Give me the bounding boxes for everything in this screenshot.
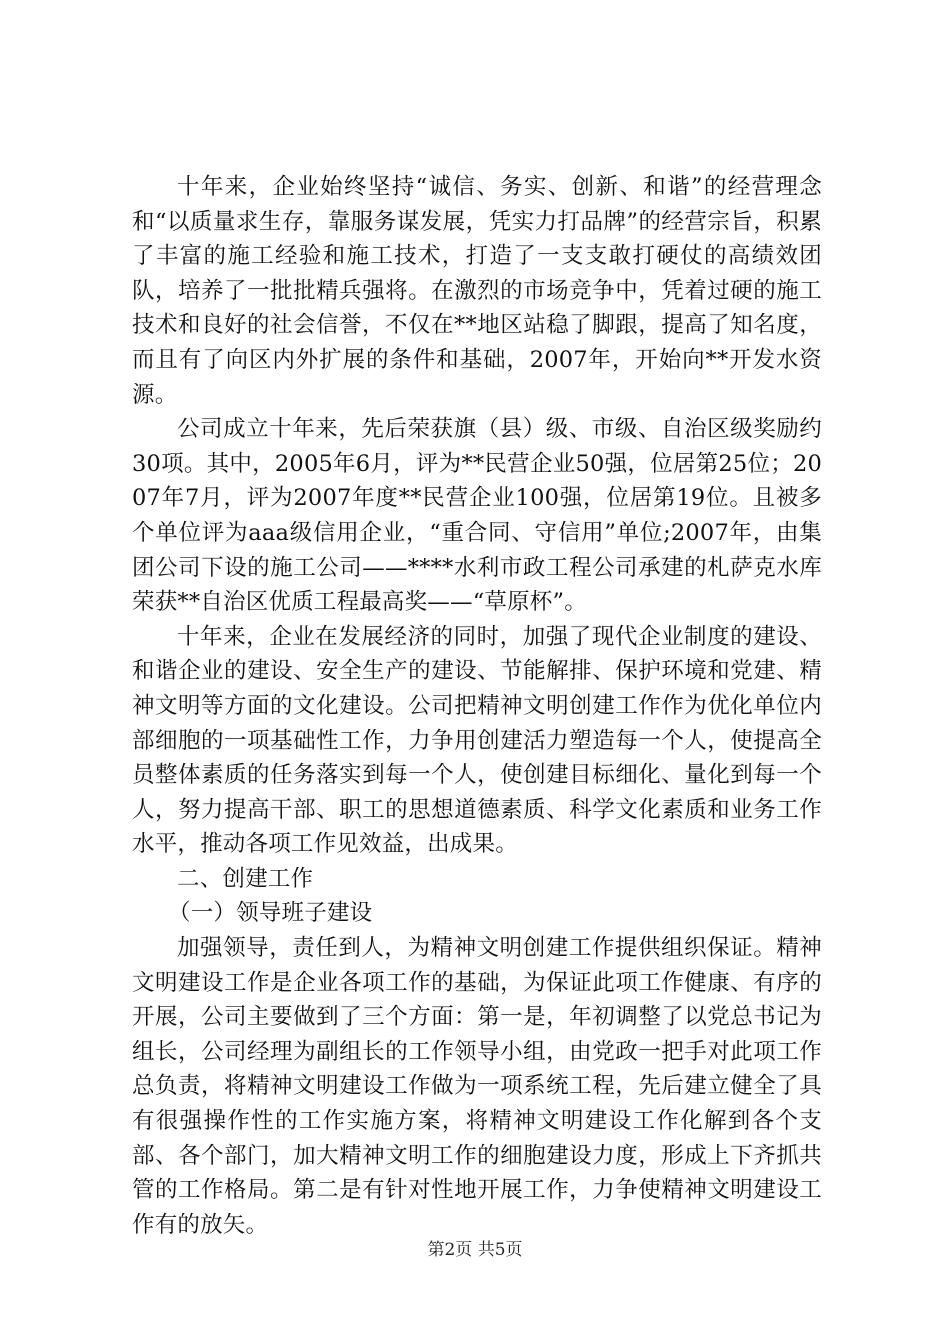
paragraph-leadership: 加强领导，责任到人，为精神文明创建工作提供组织保证。精神文明建设工作是企业各项工作的基础，为保证此项工作健康、有序的开展，公司主要做到了三个方面：第一是，年初调整了以党总书记为组长，公司经理为副组长的工作领导小组，由党政一把手对此项工作总负责，将精神文明建设工作做为一项系统工程，先后建立健全了具有很强操作性的工作实施方案，将精神文明建设工作化解到各个支部、各个部门，加大精神文明工作的细胞建设力度，形成上下齐抓共管的工作格局。第二是有针对性地开展工作，力争使精神文明建设工作有的放矢。 xyxy=(132,935,822,1238)
page-number-footer: 第2页 共5页 xyxy=(427,1240,523,1260)
paragraph-awards: 公司成立十年来，先后荣获旗（县）级、市级、自治区级奖励约30项。其中，2005年6月，评为**民营企业50强，位居第25位；2007年7月，评为2007年度**民营企业100强，位居第19位。且被多个单位评为aaa级信用企业，“重合同、守信用”单位;2007年，由集团公司下设的施工公司——****水利市政工程公司承建的札萨克水库荣获**自治区优质工程最高奖——“草原杯”。 xyxy=(132,416,822,616)
subsection-heading: （一）领导班子建设 xyxy=(168,900,373,927)
section-heading: 二、创建工作 xyxy=(177,865,314,892)
paragraph-culture-building: 十年来，企业在发展经济的同时，加强了现代企业制度的建设、和谐企业的建设、安全生产的建设、节能解排、保护环境和党建、精神文明等方面的文化建设。公司把精神文明创建工作作为优化单位内部细胞的一项基础性工作，力争用创建活力塑造每一个人，使提高全员整体素质的任务落实到每一个人，使创建目标细化、量化到每一个人，努力提高干部、职工的思想道德素质、科学文化素质和业务工作水平，推动各项工作见效益，出成果。 xyxy=(132,623,822,858)
document-body xyxy=(132,170,822,1242)
paragraph-enterprise-philosophy: 十年来，企业始终坚持“诚信、务实、创新、和谐”的经营理念和“以质量求生存，靠服务谋发展，凭实力打品牌”的经营宗旨，积累了丰富的施工经验和施工技术，打造了一支支敢打硬仗的高绩效团队，培养了一批批精兵强将。在激烈的市场竞争中，凭着过硬的施工技术和良好的社会信誉，不仅在**地区站稳了脚跟，提高了知名度，而且有了向区内外扩展的条件和基础，2007年，开始向**开发水资源。 xyxy=(132,174,822,408)
